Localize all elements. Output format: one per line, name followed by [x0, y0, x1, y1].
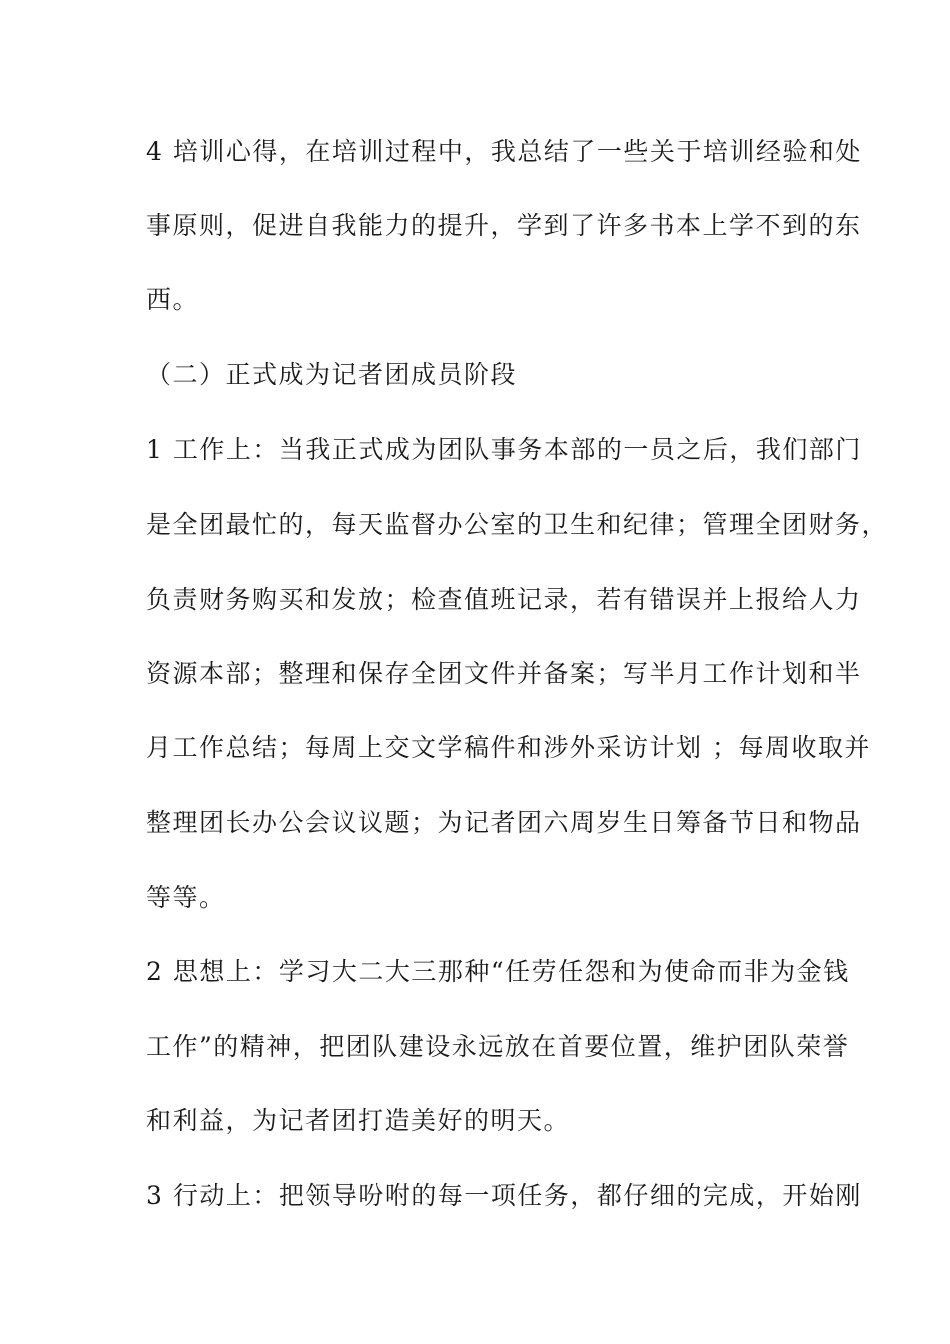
text-line-9: 月工作总结；每周上交文学稿件和涉外采访计划 ；每周收取并 — [146, 733, 871, 762]
text-line-2: 事原则，促进自我能力的提升，学到了许多书本上学不到的东 — [146, 211, 862, 240]
text-line-6: 是全团最忙的，每天监督办公室的卫生和纪律；管理全团财务， — [146, 510, 889, 539]
text-line-10: 整理团长办公会议议题；为记者团六周岁生日筹备节日和物品 — [146, 808, 862, 837]
text-line-15: 3 行动上：把领导吩咐的每一项任务，都仔细的完成，开始刚 — [146, 1181, 862, 1210]
text-line-7: 负责财务购买和发放；检查值班记录，若有错误并上报给人力 — [146, 585, 862, 614]
text-line-11: 等等。 — [146, 883, 226, 912]
text-line-13: 工作”的精神，把团队建设永远放在首要位置，维护团队荣誉 — [146, 1032, 850, 1061]
text-line-8: 资源本部；整理和保存全团文件并备案；写半月工作计划和半 — [146, 659, 862, 688]
text-line-3: 西。 — [146, 285, 200, 314]
text-line-12: 2 思想上：学习大二大三那种“任劳任怨和为使命而非为金钱 — [146, 957, 850, 986]
section-heading: （二）正式成为记者团成员阶段 — [146, 360, 518, 389]
text-line-14: 和利益，为记者团打造美好的明天。 — [146, 1106, 571, 1135]
text-line-1: 4 培训心得，在培训过程中，我总结了一些关于培训经验和处 — [146, 137, 862, 166]
text-line-5: 1 工作上：当我正式成为团队事务本部的一员之后，我们部门 — [146, 435, 862, 464]
